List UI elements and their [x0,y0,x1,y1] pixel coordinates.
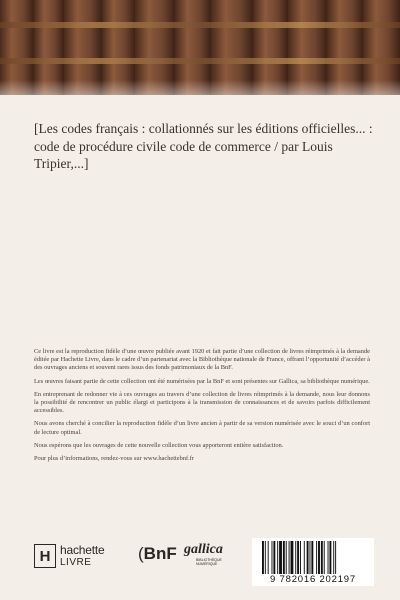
barcode-icon [262,541,364,574]
gallica-logo [184,542,224,572]
gallica-text: gallica [184,542,223,557]
bnf-bracket: ( [138,544,144,563]
paragraph-mission: En entreprenant de redonner vie à ces ouvrages au travers d’une collection de livres réimprimés à la demande, nous leur donnons la possibilité de rencontrer un public élargi et participons à la transmission de connaissances et de savoirs parfois difficilement accessibles. [34,390,370,415]
gallica-small-text: BIBLIOTHÈQUE NUMÉRIQUE [196,558,222,566]
paragraph-more-info: Pour plus d’informations, rendez-vous sur www.hachettebnf.fr [34,455,195,463]
barcode-number: 9 782016 202197 [270,574,356,585]
bnf-logo [138,544,177,564]
back-cover-text [34,348,370,468]
photo-fade [0,80,400,120]
paragraph-gallica: Les œuvres faisant partie de cette collection ont été numérisées par la BnF et sont présentes sur Gallica, sa bibliothèque numérique. [34,377,370,385]
hachette-sub: LIVRE [60,557,92,568]
bnf-text: BnF [143,544,177,563]
footer-logos [34,538,374,585]
hachette-name: hachette [60,543,105,557]
paragraph-satisfaction: Nous espérons que les ouvrages de cette nouvelle collection vous apporteront entière satisfaction. [34,441,284,449]
isbn-barcode [252,538,374,586]
paragraph-intro: Ce livre est la reproduction fidèle d’une œuvre publiée avant 1920 et fait partie d’une collection de livres réimprimés à la demande éditée par Hachette Livre, dans le cadre d’un partenariat avec la Bibliothèque nationale de France, offrant l’opportunité d’accéder à des ouvrages anciens et souvent rares issus des fonds patrimoniaux de la BnF. [34,348,370,372]
book-title: [Les codes français : collationnés sur les éditions officielles... : code de procédure civile code de commerce / par Louis Tripier,...] [34,121,373,171]
hachette-livre-logo [34,542,126,572]
hachette-mark-icon: H [34,544,56,568]
paragraph-reproduction: Nous avons cherché à concilier la reproduction fidèle d’un livre ancien à partir de sa version numérisée avec le souci d’un confort de lecture optimal. [34,420,370,436]
